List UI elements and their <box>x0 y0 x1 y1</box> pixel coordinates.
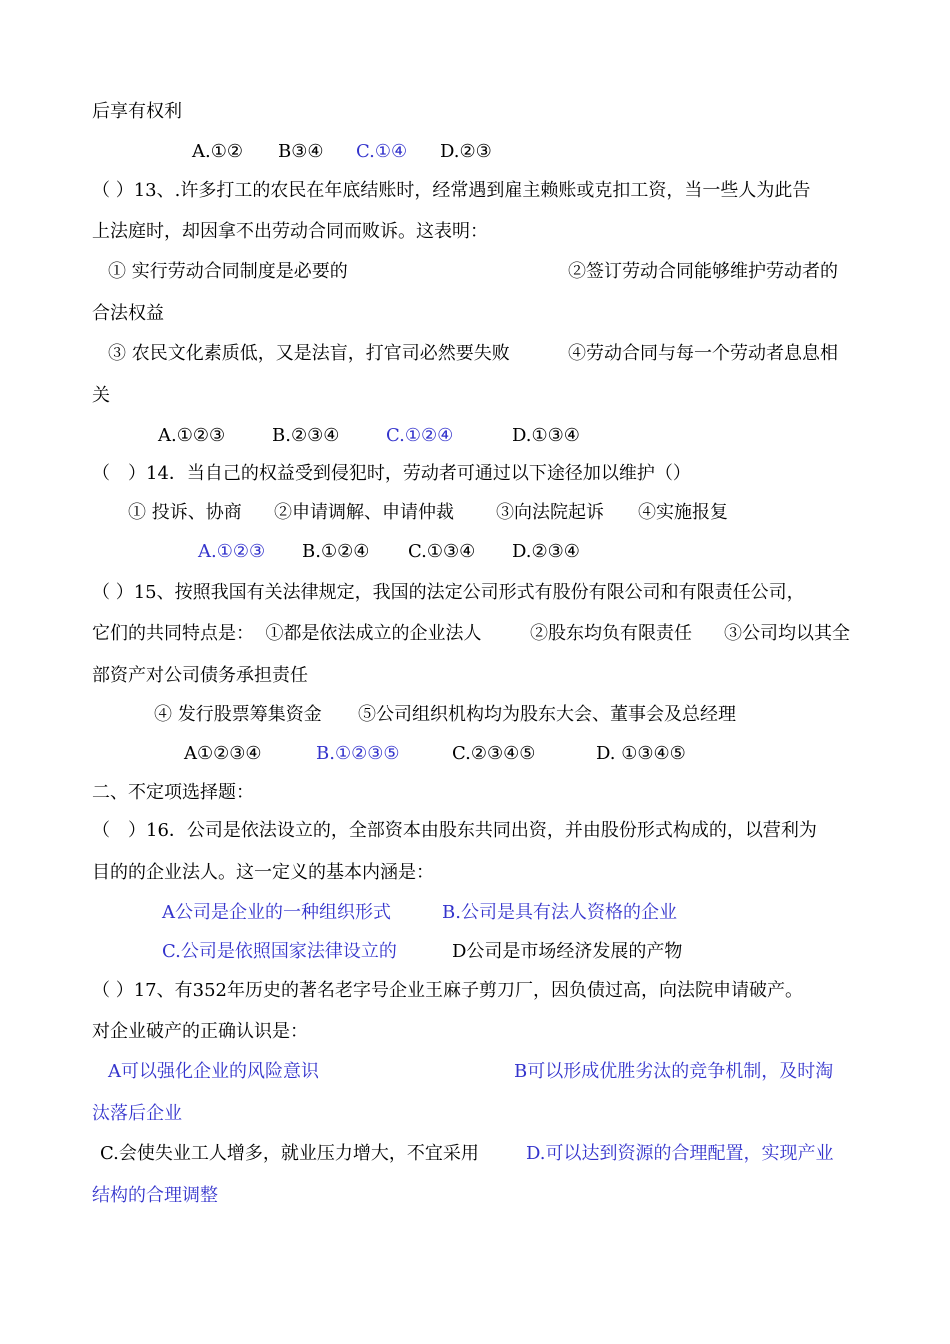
question-13-item: ②签订劳动合同能够维护劳动者的 <box>568 261 838 282</box>
question-13-item: ④劳动合同与每一个劳动者息息相 <box>568 343 838 364</box>
question-14-item: ④实施报复 <box>638 502 728 523</box>
option-a-answer: A公司是企业的一种组织形式 <box>162 902 391 923</box>
option-a: A①②③④ <box>184 743 262 764</box>
option-c: C.②③④⑤ <box>452 743 536 764</box>
question-15-stem: ③公司均以其全 <box>724 623 850 644</box>
option-c: C.会使失业工人增多，就业压力增大，不宜采用 <box>100 1143 479 1164</box>
option-c: C.①③④ <box>408 541 476 562</box>
question-16-stem: 目的的企业法人。这一定义的基本内涵是： <box>92 862 434 883</box>
question-14-item: ②申请调解、申请仲裁 <box>274 502 454 523</box>
question-16-stem: （ ）16．公司是依法设立的，全部资本由股东共同出资，并由股份形式构成的，以营利为 <box>92 820 817 841</box>
option-c-answer: C.公司是依照国家法律设立的 <box>162 941 397 962</box>
question-14-item: ① 投诉、协商 <box>128 502 242 523</box>
question-13-stem: 上法庭时，却因拿不出劳动合同而败诉。这表明： <box>92 221 488 242</box>
question-14-item: ③向法院起诉 <box>496 502 604 523</box>
option-d: D. ①③④⑤ <box>596 743 686 764</box>
option-a: A.①②③ <box>158 425 226 446</box>
question-13-stem: （ ）13、.许多打工的农民在年底结账时，经常遇到雇主赖账或克扣工资，当一些人为此告 <box>92 180 811 201</box>
question-17-stem: （ ）17、有352年历史的著名老字号企业王麻子剪刀厂，因负债过高，向法院申请破产。 <box>92 980 803 1001</box>
question-13-item: 关 <box>92 385 110 406</box>
question-13-item: ① 实行劳动合同制度是必要的 <box>108 261 348 282</box>
option-c-answer: C.①④ <box>356 141 408 162</box>
option-d-answer: 结构的合理调整 <box>92 1185 218 1206</box>
option-b: B.②③④ <box>272 425 340 446</box>
option-c-answer: C.①②④ <box>386 425 454 446</box>
question-13-item: 合法权益 <box>92 303 164 324</box>
question-15-stem: ②股东均负有限责任 <box>530 623 692 644</box>
question-15-stem: 它们的共同特点是： ①都是依法成立的企业法人 <box>92 623 482 644</box>
option-b: B.①②④ <box>302 541 370 562</box>
question-13-item: ③ 农民文化素质低，又是法盲，打官司必然要失败 <box>108 343 510 364</box>
question-15-item: ⑤公司组织机构均为股东大会、董事会及总经理 <box>358 704 736 725</box>
option-d: D.②③ <box>440 141 492 162</box>
text-line: 后享有权利 <box>92 101 182 122</box>
option-b-answer: 汰落后企业 <box>92 1103 182 1124</box>
option-b-answer: B.公司是具有法人资格的企业 <box>442 902 677 923</box>
option-d-answer: D.可以达到资源的合理配置，实现产业 <box>526 1143 834 1164</box>
option-b-answer: B可以形成优胜劣汰的竞争机制，及时淘 <box>514 1061 834 1082</box>
question-15-stem: 部资产对公司债务承担责任 <box>92 665 308 686</box>
option-b-answer: B.①②③⑤ <box>316 743 400 764</box>
question-15-item: ④ 发行股票筹集资金 <box>154 704 322 725</box>
option-d: D.①③④ <box>512 425 580 446</box>
section-heading: 二、不定项选择题： <box>92 782 254 803</box>
option-d: D.②③④ <box>512 541 580 562</box>
option-b: B③④ <box>278 141 324 162</box>
option-a: A.①② <box>192 141 243 162</box>
question-14-stem: （ ）14．当自己的权益受到侵犯时，劳动者可通过以下途径加以维护（） <box>92 463 691 484</box>
question-17-stem: 对企业破产的正确认识是： <box>92 1021 308 1042</box>
question-15-stem: （ ）15、按照我国有关法律规定，我国的法定公司形式有股份有限公司和有限责任公司， <box>92 582 805 603</box>
option-a-answer: A可以强化企业的风险意识 <box>108 1061 319 1082</box>
option-d: D公司是市场经济发展的产物 <box>452 941 683 962</box>
option-a-answer: A.①②③ <box>198 541 266 562</box>
